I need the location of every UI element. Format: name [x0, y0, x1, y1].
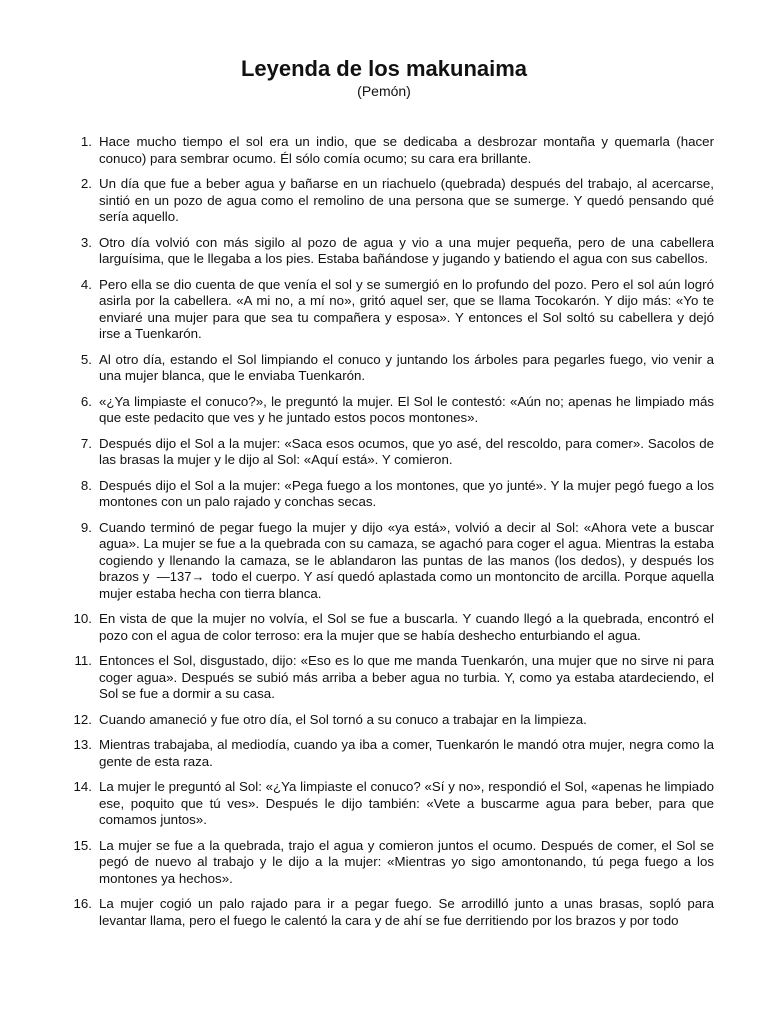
list-item	[70, 712, 714, 729]
item-number: 3.	[80, 234, 92, 250]
list-item	[70, 176, 714, 226]
list-item	[70, 838, 714, 888]
list-item	[70, 611, 714, 644]
list-item	[70, 520, 714, 603]
item-number: 5.	[80, 351, 92, 367]
list-item	[70, 653, 714, 703]
item-number: 15.	[73, 837, 92, 853]
item-number: 12.	[73, 711, 92, 727]
item-text: «¿Ya limpiaste el conuco?», le preguntó la mujer. El Sol le contestó: «Aún no; apenas he limpiado más que este pedacito que ves y he juntado estos pocos montones».	[99, 393, 714, 425]
item-number: 7.	[80, 435, 92, 451]
item-text: Entonces el Sol, disgustado, dijo: «Eso es lo que me manda Tuenkarón, una mujer que no sirve ni para coger agua». Después se subió más arriba a beber agua no turbia. Y, como ya estaba atardeciendo, el Sol se fue a dormir a su casa.	[99, 653, 714, 701]
item-number: 10.	[73, 611, 92, 626]
item-text: La mujer cogió un palo rajado para ir a pegar fuego. Se arrodilló junto a unas brasas, sopló para levantar llama, pero el fuego le calentó la cara y de ahí se fue derritiendo por los brazos y por todo	[99, 896, 714, 928]
list-item	[70, 134, 714, 167]
item-number: 1.	[80, 134, 92, 149]
item-number: 6.	[80, 393, 92, 409]
list-item	[70, 737, 714, 770]
item-text: Mientras trabajaba, al mediodía, cuando ya iba a comer, Tuenkarón le mandó otra mujer, negra como la gente de esta raza.	[99, 737, 714, 769]
item-text: Después dijo el Sol a la mujer: «Pega fuego a los montones, que yo junté». Y la mujer pegó fuego a los montones con un palo rajado y conchas secas.	[99, 477, 714, 509]
item-text: Hace mucho tiempo el sol era un indio, que se dedicaba a desbrozar montaña y quemarla (hacer conuco) para sembrar ocumo. Él sólo comía ocumo; su cara era brillante.	[99, 134, 714, 166]
list-item	[70, 436, 714, 469]
item-number: 8.	[80, 477, 92, 493]
item-text: Al otro día, estando el Sol limpiando el conuco y juntando los árboles para pegarles fuego, vio venir a una mujer blanca, que le enviaba Tuenkarón.	[99, 351, 714, 383]
list-item	[70, 478, 714, 511]
item-text-before: Cuando terminó de pegar fuego la mujer y dijo «ya está», volvió a decir al Sol: «Ahora vete a buscar agua». La mujer se fue a la quebrada con su camaza, se agachó para coger el agua. Mientras la estaba cogiendo y llenando la camaza, se le ablandaron las puntas de las manos (los dedos), y después los brazos y	[99, 519, 714, 584]
item-number: 9.	[80, 519, 92, 535]
list-item	[70, 779, 714, 829]
list-item	[70, 235, 714, 268]
item-text: Un día que fue a beber agua y bañarse en un riachuelo (quebrada) después del trabajo, al acercarse, sintió en un pozo de agua como el remolino de una persona que se sumerge. Y quedó pensando qué sería aquello.	[99, 176, 714, 224]
page-number-marker: —137→	[149, 569, 212, 584]
item-text: Otro día volvió con más sigilo al pozo de agua y vio a una mujer pequeña, pero de una cabellera larguísima, que le llegaba a los pies. Estaba bañándose y jugando y batiendo el agua con sus cabellos.	[99, 234, 714, 266]
list-item	[70, 352, 714, 385]
item-text-after: todo el cuerpo. Y así quedó aplastada como un montoncito de arcilla. Porque aquella mujer estaba hecha con tierra blanca.	[99, 569, 714, 601]
list-item	[70, 394, 714, 427]
item-text: La mujer se fue a la quebrada, trajo el agua y comieron juntos el ocumo. Después de comer, el Sol se pegó de nuevo al trabajo y le dijo a la mujer: «Mientras yo sigo amontonando, tú pega fuego a los montones ya hechos».	[99, 837, 714, 886]
item-number: 16.	[73, 896, 92, 911]
document-title: Leyenda de los makunaima	[240, 56, 528, 81]
item-number: 2.	[80, 176, 92, 191]
item-text: En vista de que la mujer no volvía, el Sol se fue a buscarla. Y cuando llegó a la quebrada, encontró el pozo con el agua de color terroso: era la mujer que se había deshecho enturbiando el agua.	[99, 611, 714, 643]
item-number: 4.	[80, 276, 92, 292]
item-text: Cuando amaneció y fue otro día, el Sol tornó a su conuco a trabajar en la limpieza.	[99, 711, 587, 727]
numbered-list	[70, 134, 714, 938]
item-text: Pero ella se dio cuenta de que venía el sol y se sumergió en lo profundo del pozo. Pero el sol aún logró asirla por la cabellera. «A mi no, a mí no», gritó aquel ser, que se llama Tocokarón. Y dijo más: «Yo te enviaré una mujer para que sea tu compañera y esposa». Y entonces el Sol soltó su cabellera y dejó irse a Tuenkarón.	[99, 276, 714, 341]
item-text	[99, 520, 714, 603]
item-number: 13.	[73, 737, 92, 752]
list-item	[70, 896, 714, 929]
document-subtitle: (Pemón)	[357, 83, 411, 99]
list-item	[70, 277, 714, 343]
item-number: 11.	[74, 653, 92, 668]
item-number: 14.	[73, 779, 92, 794]
item-text: Después dijo el Sol a la mujer: «Saca esos ocumos, que yo asé, del rescoldo, para comer». Sacolos de las brasas la mujer y le dijo al Sol: «Aquí está». Y comieron.	[99, 435, 714, 467]
item-text: La mujer le preguntó al Sol: «¿Ya limpiaste el conuco? «Sí y no», respondió el Sol, «apenas he limpiado ese, poquito que tú ves». Después le dijo también: «Vete a buscarme agua para beber, para que comamos juntos».	[99, 779, 714, 827]
